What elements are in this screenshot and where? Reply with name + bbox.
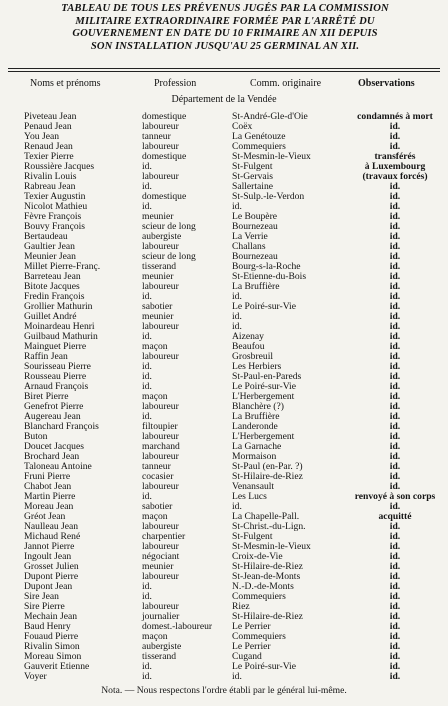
row-name: Dupont Jean bbox=[24, 581, 73, 592]
row-observation: id. bbox=[389, 541, 401, 552]
row-profession: sabotier bbox=[142, 501, 173, 512]
row-observation: id. bbox=[389, 651, 401, 662]
row-commune: St-Hilaire-de-Riez bbox=[232, 611, 303, 622]
row-profession: laboureur bbox=[142, 451, 179, 462]
row-name: Raffin Jean bbox=[24, 351, 68, 362]
row-profession: maçon bbox=[142, 341, 168, 352]
row-observation: id. bbox=[389, 181, 401, 192]
table-row bbox=[0, 422, 448, 432]
row-name: Millet Pierre-Franç. bbox=[24, 261, 101, 272]
row-name: Voyer bbox=[24, 671, 47, 682]
row-commune: St-Hilaire-de-Riez bbox=[232, 471, 303, 482]
row-profession: tisserand bbox=[142, 261, 177, 272]
row-commune: Aizenay bbox=[232, 331, 264, 342]
row-name: Barreteau Jean bbox=[24, 271, 81, 282]
row-profession: id. bbox=[142, 661, 152, 672]
row-observation: id. bbox=[389, 431, 401, 442]
column-header-observations: Observations bbox=[358, 78, 415, 89]
row-observation: id. bbox=[389, 631, 401, 642]
row-profession: meunier bbox=[142, 211, 174, 222]
row-observation: id. bbox=[389, 521, 401, 532]
row-commune: St-Paul (en-Par. ?) bbox=[232, 461, 303, 472]
row-commune: Grosbreuil bbox=[232, 351, 274, 362]
row-name: Fouaud Pierre bbox=[24, 631, 79, 642]
row-name: Piveteau Jean bbox=[24, 111, 77, 122]
row-name: Dupont Pierre bbox=[24, 571, 79, 582]
row-profession: id. bbox=[142, 201, 152, 212]
row-observation: id. bbox=[389, 231, 401, 242]
row-name: Gaultier Jean bbox=[24, 241, 75, 252]
row-profession: tisserand bbox=[142, 651, 177, 662]
row-commune: La Bruffière bbox=[232, 411, 280, 422]
row-profession: maçon bbox=[142, 391, 168, 402]
row-commune: Cugand bbox=[232, 651, 262, 662]
row-observation: id. bbox=[389, 421, 401, 432]
row-profession: id. bbox=[142, 381, 152, 392]
document-title bbox=[12, 3, 438, 53]
row-name: You Jean bbox=[24, 131, 60, 142]
row-name: Jannot Pierre bbox=[24, 541, 75, 552]
row-commune: St-Fulgent bbox=[232, 531, 273, 542]
row-name: Buton bbox=[24, 431, 48, 442]
row-commune: Coëx bbox=[232, 121, 253, 132]
row-name: Martin Pierre bbox=[24, 491, 76, 502]
row-profession: scieur de long bbox=[142, 221, 196, 232]
row-observation: id. bbox=[389, 561, 401, 572]
row-profession: laboureur bbox=[142, 351, 179, 362]
row-profession: filtoupier bbox=[142, 421, 178, 432]
row-observation: id. bbox=[389, 201, 401, 212]
row-commune: Riez bbox=[232, 601, 250, 612]
row-observation: id. bbox=[389, 291, 401, 302]
row-commune: Le Perrier bbox=[232, 621, 271, 632]
row-name: Arnaud François bbox=[24, 381, 89, 392]
column-header-commune: Comm. originaire bbox=[250, 78, 322, 89]
row-profession: tanneur bbox=[142, 131, 171, 142]
row-observation: id. bbox=[389, 611, 401, 622]
row-profession: id. bbox=[142, 371, 152, 382]
row-profession: maçon bbox=[142, 511, 168, 522]
row-profession: id. bbox=[142, 591, 152, 602]
row-commune: Mormaison bbox=[232, 451, 277, 462]
row-name: Blanchard François bbox=[24, 421, 99, 432]
row-observation: id. bbox=[389, 581, 401, 592]
row-observation: id. bbox=[389, 591, 401, 602]
row-name: Texier Pierre bbox=[24, 151, 74, 162]
row-profession: laboureur bbox=[142, 401, 179, 412]
row-profession: tanneur bbox=[142, 461, 171, 472]
row-name: Rabreau Jean bbox=[24, 181, 76, 192]
row-commune: Croix-de-Vie bbox=[232, 551, 283, 562]
row-profession: charpentier bbox=[142, 531, 186, 542]
table-row bbox=[0, 122, 448, 132]
table-row bbox=[0, 672, 448, 682]
row-name: Fredin François bbox=[24, 291, 85, 302]
row-profession: laboureur bbox=[142, 141, 179, 152]
row-name: Grosset Julien bbox=[24, 561, 79, 572]
row-profession: meunier bbox=[142, 561, 174, 572]
row-name: Guilbaud Mathurin bbox=[24, 331, 98, 342]
row-name: Ingoult Jean bbox=[24, 551, 72, 562]
row-name: Baud Henry bbox=[24, 621, 71, 632]
row-observation: id. bbox=[389, 321, 401, 332]
row-name: Genefrot Pierre bbox=[24, 401, 84, 412]
row-commune: Le Poiré-sur-Vie bbox=[232, 381, 296, 392]
row-name: Moreau Simon bbox=[24, 651, 82, 662]
title-line: GOUVERNEMENT EN DATE DU 10 FRIMAIRE AN XII DEPUIS bbox=[72, 28, 378, 40]
row-commune: La Bruffière bbox=[232, 281, 280, 292]
row-observation: id. bbox=[389, 601, 401, 612]
row-commune: N.-D.-de-Monts bbox=[232, 581, 294, 592]
row-observation: à Luxembourg bbox=[364, 161, 426, 172]
row-name: Chabot Jean bbox=[24, 481, 72, 492]
row-profession: id. bbox=[142, 291, 152, 302]
row-name: Nicolot Mathieu bbox=[24, 201, 88, 212]
row-profession: id. bbox=[142, 361, 152, 372]
row-observation: id. bbox=[389, 191, 401, 202]
row-commune: La Garnache bbox=[232, 441, 282, 452]
row-profession: id. bbox=[142, 181, 152, 192]
row-name: Rivalin Simon bbox=[24, 641, 80, 652]
row-observation: id. bbox=[389, 501, 401, 512]
row-commune: St-Fulgent bbox=[232, 161, 273, 172]
table-row bbox=[0, 662, 448, 672]
row-commune: St-Sulp.-le-Verdon bbox=[232, 191, 305, 202]
row-profession: laboureur bbox=[142, 521, 179, 532]
row-name: Bouvy François bbox=[24, 221, 86, 232]
row-profession: laboureur bbox=[142, 431, 179, 442]
column-header-profession: Profession bbox=[154, 78, 197, 89]
row-name: Roussière Jacques bbox=[24, 161, 95, 172]
row-commune: Les Herbiers bbox=[232, 361, 282, 372]
row-commune: id. bbox=[232, 291, 242, 302]
row-observation: id. bbox=[389, 671, 401, 682]
table-row bbox=[0, 592, 448, 602]
row-profession: laboureur bbox=[142, 541, 179, 552]
row-observation: id. bbox=[389, 371, 401, 382]
row-name: Augereau Jean bbox=[24, 411, 81, 422]
row-commune: Le Boupère bbox=[232, 211, 278, 222]
row-profession: domest.-laboureur bbox=[142, 621, 213, 632]
row-profession: meunier bbox=[142, 271, 174, 282]
row-name: Rivalin Louis bbox=[24, 171, 77, 182]
row-name: Bitote Jacques bbox=[24, 281, 80, 292]
row-name: Penaud Jean bbox=[24, 121, 72, 132]
row-profession: laboureur bbox=[142, 121, 179, 132]
row-observation: id. bbox=[389, 361, 401, 372]
row-profession: scieur de long bbox=[142, 251, 196, 262]
row-commune: Les Lucs bbox=[232, 491, 267, 502]
row-name: Texier Augustin bbox=[24, 191, 86, 202]
row-profession: aubergiste bbox=[142, 231, 182, 242]
row-profession: journalier bbox=[142, 611, 180, 622]
row-profession: domestique bbox=[142, 191, 187, 202]
row-commune: Le Perrier bbox=[232, 641, 271, 652]
row-commune: Sallertaine bbox=[232, 181, 274, 192]
row-name: Taloneau Antoine bbox=[24, 461, 92, 472]
row-commune: Commequiers bbox=[232, 141, 286, 152]
row-profession: marchand bbox=[142, 441, 180, 452]
row-commune: Beaufou bbox=[232, 341, 265, 352]
title-rule-bottom bbox=[8, 71, 440, 72]
row-profession: cocasier bbox=[142, 471, 174, 482]
title-line: TABLEAU DE TOUS LES PRÉVENUS JUGÉS PAR LA COMMISSION bbox=[61, 3, 389, 14]
row-observation: id. bbox=[389, 211, 401, 222]
row-commune: Bournezeau bbox=[232, 251, 278, 262]
row-observation: id. bbox=[389, 391, 401, 402]
row-observation: id. bbox=[389, 401, 401, 412]
row-observation: id. bbox=[389, 341, 401, 352]
row-profession: laboureur bbox=[142, 321, 179, 332]
row-observation: id. bbox=[389, 441, 401, 452]
row-name: Mainguet Pierre bbox=[24, 341, 87, 352]
row-observation: id. bbox=[389, 411, 401, 422]
row-name: Fruni Pierre bbox=[24, 471, 71, 482]
row-commune: La Verrie bbox=[232, 231, 268, 242]
row-observation: id. bbox=[389, 551, 401, 562]
row-profession: id. bbox=[142, 581, 152, 592]
row-profession: laboureur bbox=[142, 481, 179, 492]
row-profession: laboureur bbox=[142, 281, 179, 292]
row-commune: Landeronde bbox=[232, 421, 278, 432]
row-profession: négociant bbox=[142, 551, 180, 562]
row-name: Renaud Jean bbox=[24, 141, 73, 152]
row-profession: maçon bbox=[142, 631, 168, 642]
row-name: Grollier Mathurin bbox=[24, 301, 93, 312]
row-profession: laboureur bbox=[142, 171, 179, 182]
row-observation: id. bbox=[389, 471, 401, 482]
row-profession: laboureur bbox=[142, 601, 179, 612]
row-commune: id. bbox=[232, 201, 242, 212]
row-name: Sire Jean bbox=[24, 591, 59, 602]
row-commune: St-Hilaire-de-Riez bbox=[232, 561, 303, 572]
table-row bbox=[0, 582, 448, 592]
row-observation: acquitté bbox=[378, 511, 412, 522]
row-commune: Le Poiré-sur-Vie bbox=[232, 661, 296, 672]
row-name: Guillet André bbox=[24, 311, 77, 322]
row-observation: id. bbox=[389, 251, 401, 262]
row-name: Doucet Jacques bbox=[24, 441, 84, 452]
row-profession: id. bbox=[142, 491, 152, 502]
row-name: Gréot Jean bbox=[24, 511, 66, 522]
row-name: Biret Pierre bbox=[24, 391, 69, 402]
row-commune: id. bbox=[232, 311, 242, 322]
row-observation: transférés bbox=[374, 151, 416, 162]
row-observation: id. bbox=[389, 221, 401, 232]
row-profession: aubergiste bbox=[142, 641, 182, 652]
row-profession: laboureur bbox=[142, 241, 179, 252]
row-observation: id. bbox=[389, 261, 401, 272]
row-name: Mechain Jean bbox=[24, 611, 78, 622]
row-name: Sourisseau Pierre bbox=[24, 361, 91, 372]
row-observation: id. bbox=[389, 131, 401, 142]
row-commune: Venansault bbox=[232, 481, 275, 492]
row-observation: id. bbox=[389, 141, 401, 152]
row-commune: St-Mesmin-le-Vieux bbox=[232, 151, 311, 162]
row-name: Moreau Jean bbox=[24, 501, 74, 512]
row-profession: meunier bbox=[142, 311, 174, 322]
title-rule-top bbox=[8, 68, 440, 69]
row-commune: Blanchère (?) bbox=[232, 401, 284, 412]
row-commune: St-Paul-en-Pareds bbox=[232, 371, 302, 382]
row-observation: id. bbox=[389, 461, 401, 472]
row-name: Moinardeau Henri bbox=[24, 321, 95, 332]
row-observation: id. bbox=[389, 271, 401, 282]
row-name: Bertaudeau bbox=[24, 231, 68, 242]
row-observation: id. bbox=[389, 331, 401, 342]
row-observation: id. bbox=[389, 241, 401, 252]
row-observation: (travaux forcés) bbox=[362, 171, 428, 182]
row-observation: condamnés à mort bbox=[357, 111, 433, 122]
row-name: Meunier Jean bbox=[24, 251, 76, 262]
row-commune: St-Etienne-du-Bois bbox=[232, 271, 307, 282]
row-observation: id. bbox=[389, 661, 401, 672]
row-commune: Commequiers bbox=[232, 591, 286, 602]
row-commune: Bournezeau bbox=[232, 221, 278, 232]
row-profession: sabotier bbox=[142, 301, 173, 312]
row-commune: Challans bbox=[232, 241, 266, 252]
row-observation: id. bbox=[389, 481, 401, 492]
row-commune: id. bbox=[232, 321, 242, 332]
row-profession: id. bbox=[142, 671, 152, 682]
row-commune: Commequiers bbox=[232, 631, 286, 642]
row-profession: domestique bbox=[142, 111, 187, 122]
row-name: Brochard Jean bbox=[24, 451, 80, 462]
row-profession: laboureur bbox=[142, 571, 179, 582]
row-commune: St-Jean-de-Monts bbox=[232, 571, 301, 582]
row-observation: id. bbox=[389, 301, 401, 312]
row-observation: id. bbox=[389, 311, 401, 322]
title-line: SON INSTALLATION JUSQU'AU 25 GERMINAL AN XII. bbox=[90, 40, 360, 52]
row-name: Michaud René bbox=[24, 531, 81, 542]
row-name: Gauverit Etienne bbox=[24, 661, 90, 672]
row-profession: id. bbox=[142, 411, 152, 422]
row-profession: domestique bbox=[142, 151, 187, 162]
row-observation: renvoyé à son corps bbox=[354, 491, 436, 502]
row-commune: St-Christ.-du-Lign. bbox=[232, 521, 306, 532]
row-commune: La Chapelle-Pall. bbox=[232, 511, 300, 522]
row-commune: id. bbox=[232, 671, 242, 682]
row-commune: St-Gervais bbox=[232, 171, 274, 182]
row-commune: St-André-Gle-d'Oie bbox=[232, 111, 308, 122]
row-name: Fèvre François bbox=[24, 211, 82, 222]
title-line: MILITAIRE EXTRAORDINAIRE FORMÉE PAR L'ARRÊTÉ DU bbox=[75, 15, 375, 27]
column-header-name: Noms et prénoms bbox=[30, 78, 101, 89]
footnote: Nota. — Nous respectons l'ordre établi par le général lui-même. bbox=[101, 685, 347, 696]
row-observation: id. bbox=[389, 281, 401, 292]
row-commune: id. bbox=[232, 501, 242, 512]
row-profession: id. bbox=[142, 161, 152, 172]
row-profession: id. bbox=[142, 331, 152, 342]
row-commune: Le Poiré-sur-Vie bbox=[232, 301, 296, 312]
row-name: Rousseau Pierre bbox=[24, 371, 87, 382]
row-commune: La Genétouze bbox=[232, 131, 286, 142]
row-observation: id. bbox=[389, 571, 401, 582]
row-name: Sire Pierre bbox=[24, 601, 65, 612]
row-commune: L'Herbergement bbox=[232, 431, 295, 442]
section-heading: Département de la Vendée bbox=[171, 94, 277, 105]
row-commune: L'Herbergement bbox=[232, 391, 295, 402]
row-commune: St-Mesmin-le-Vieux bbox=[232, 541, 311, 552]
row-observation: id. bbox=[389, 381, 401, 392]
row-name: Naulleau Jean bbox=[24, 521, 79, 532]
row-observation: id. bbox=[389, 621, 401, 632]
row-observation: id. bbox=[389, 531, 401, 542]
row-observation: id. bbox=[389, 641, 401, 652]
row-observation: id. bbox=[389, 451, 401, 462]
row-observation: id. bbox=[389, 121, 401, 132]
row-observation: id. bbox=[389, 351, 401, 362]
row-commune: Bourg-s-la-Roche bbox=[232, 261, 301, 272]
